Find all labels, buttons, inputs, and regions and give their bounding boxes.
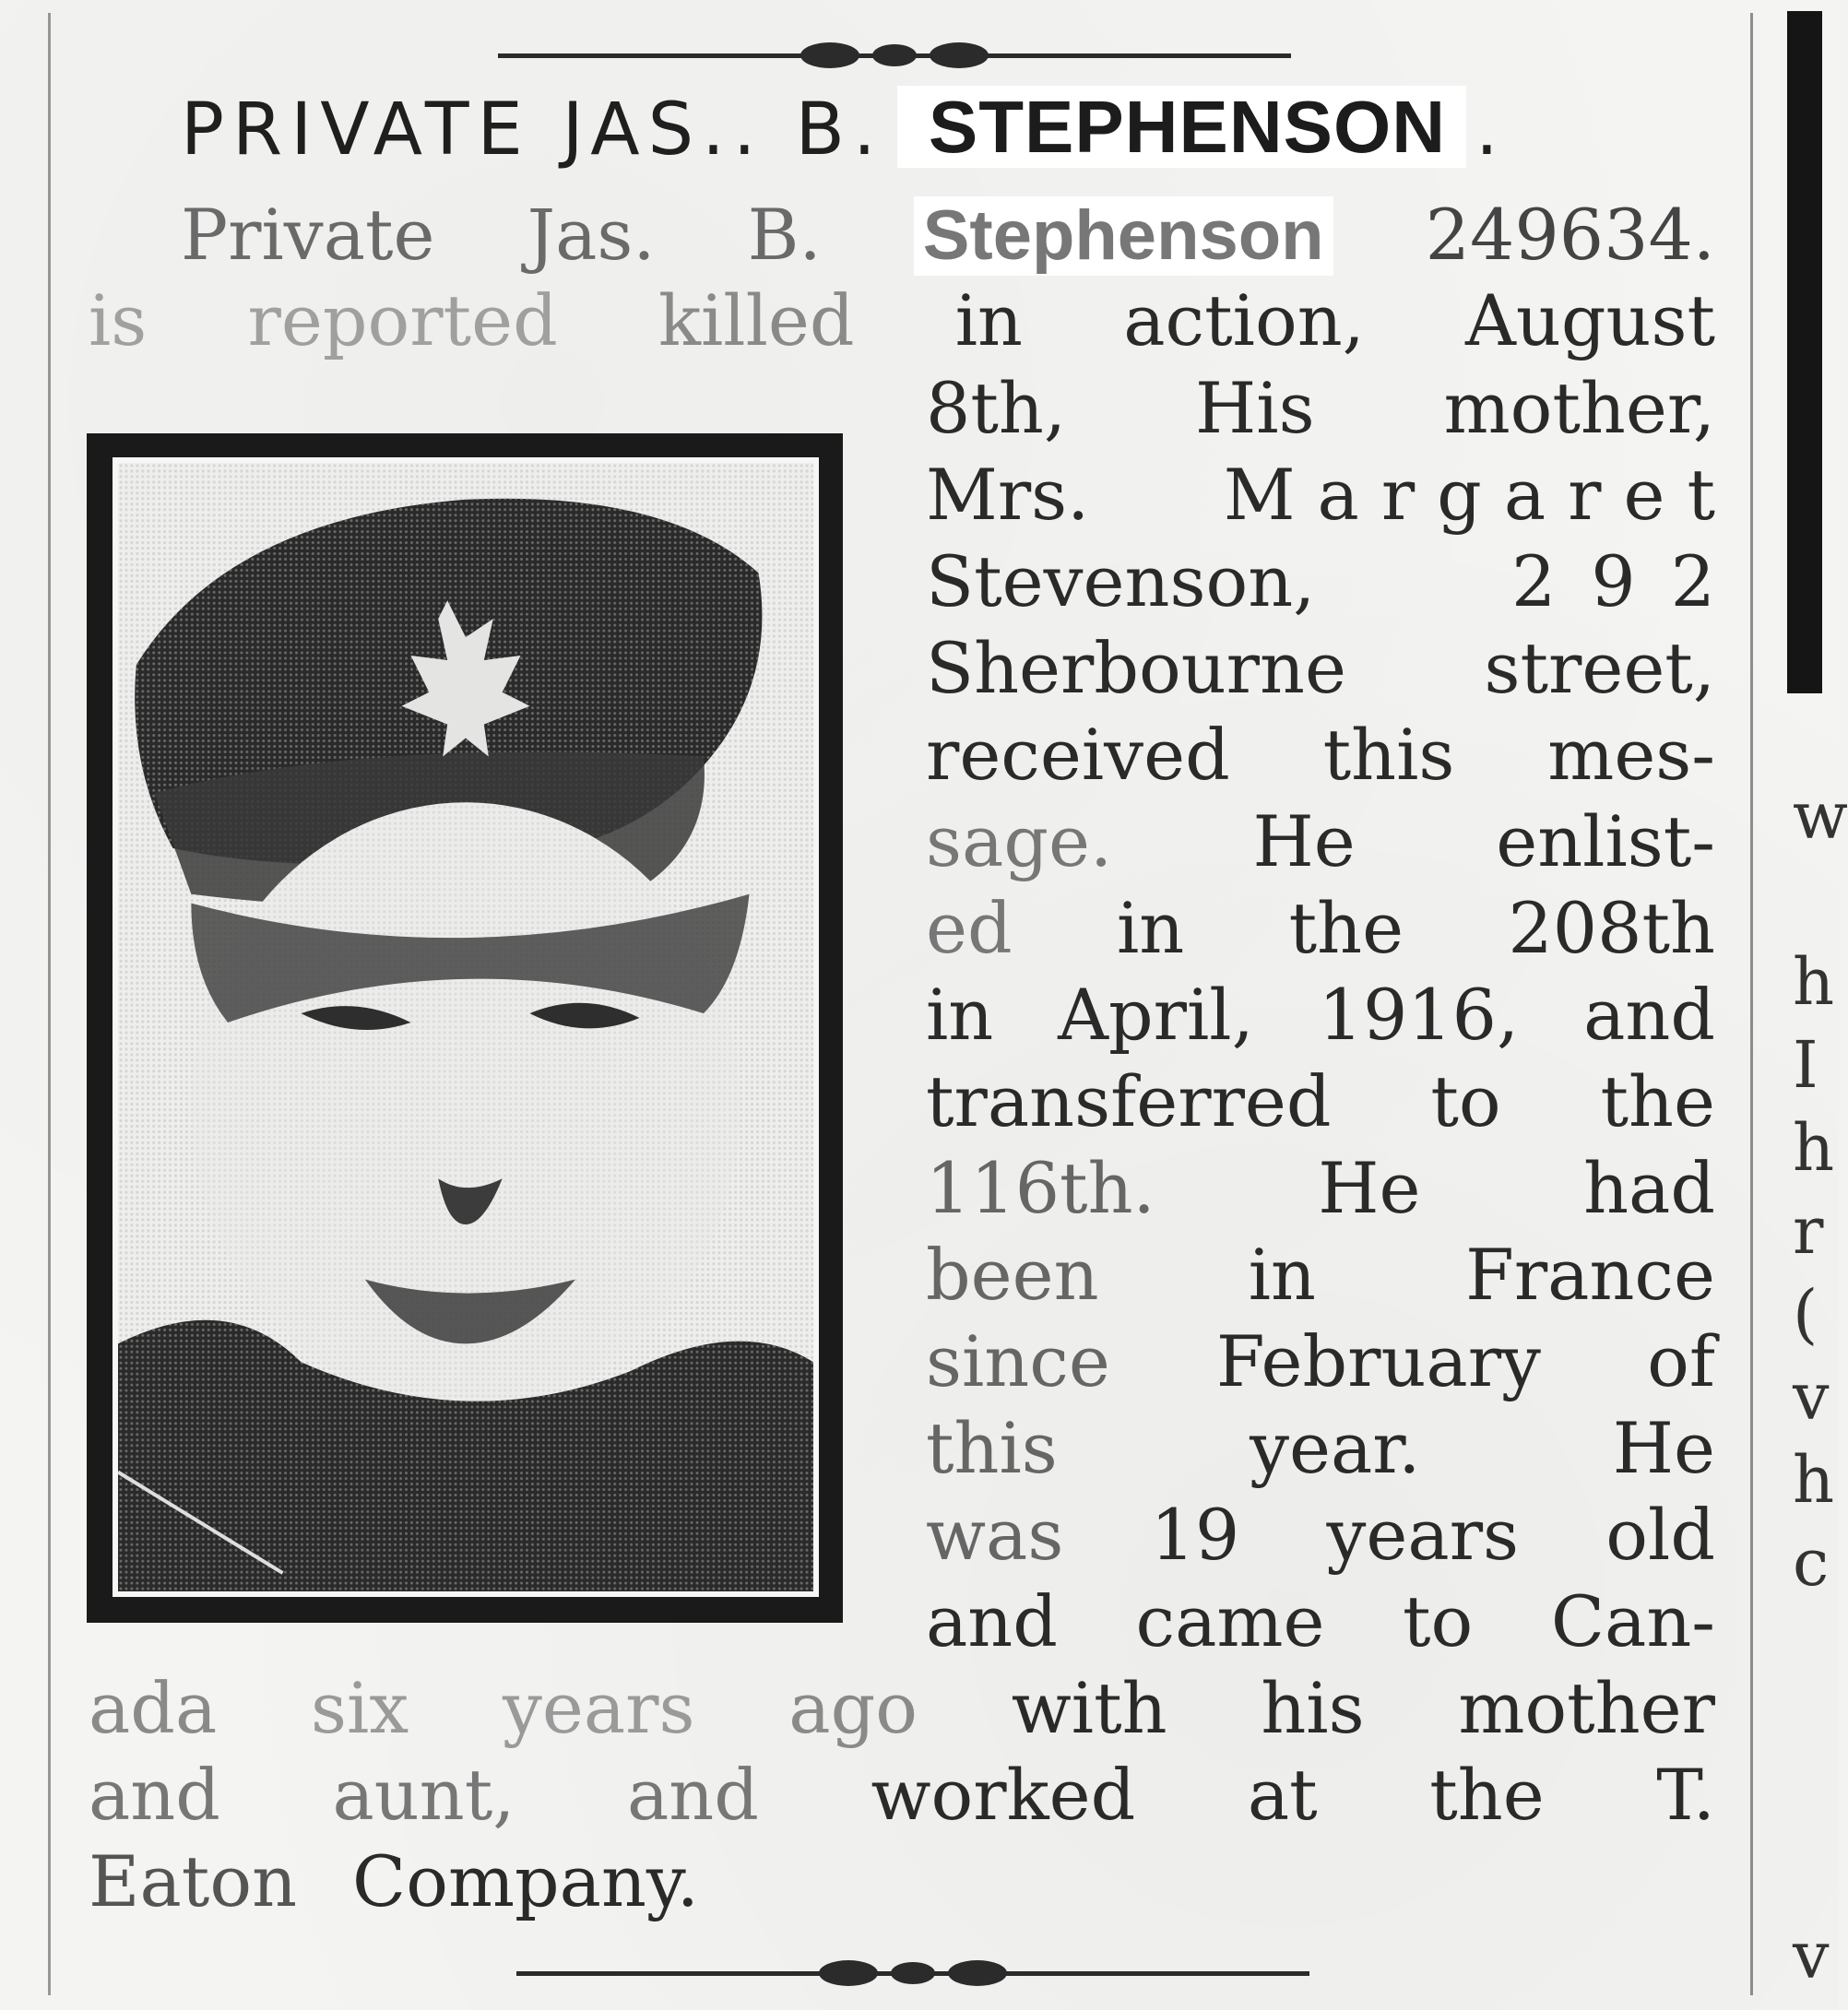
word: was (926, 1494, 1064, 1576)
word: T. (1656, 1754, 1715, 1836)
article-name-overlay: Stephenson (914, 196, 1333, 276)
word: the (1429, 1754, 1545, 1836)
article-line-9 (926, 889, 1715, 968)
word: 19 (1150, 1494, 1240, 1576)
article-line-18 (89, 1669, 1715, 1748)
word: street, (1484, 627, 1715, 709)
word: Stevenson, (926, 540, 1316, 622)
headline (181, 88, 1656, 171)
word: at (1247, 1754, 1318, 1836)
fragment: c (1793, 1525, 1830, 1601)
word: this (1322, 714, 1455, 796)
word: transferred (926, 1060, 1332, 1142)
article-line-6 (926, 629, 1715, 708)
fragment: ( (1793, 1276, 1818, 1352)
fragment: I (1793, 1027, 1818, 1103)
word: His (1194, 367, 1315, 449)
word: and (626, 1754, 759, 1836)
fragment: h (1793, 1442, 1835, 1518)
left-column-rule (48, 13, 51, 1995)
word: Company. (352, 1840, 699, 1922)
word: with (1011, 1667, 1167, 1749)
word: worked (871, 1754, 1136, 1836)
word: April, (1058, 974, 1254, 1056)
article-line-19 (89, 1756, 1715, 1835)
headline-prefix: PRIVATE JAS.. B. (181, 89, 884, 171)
word: old (1605, 1494, 1715, 1576)
word: Private (181, 194, 435, 276)
word: ada (89, 1667, 218, 1749)
bottom-ornamental-rule (516, 1953, 1309, 1995)
portrait-photo-frame (87, 433, 843, 1623)
fragment: r (1793, 1193, 1824, 1269)
word: reported (247, 279, 558, 361)
word: enlist- (1496, 800, 1715, 882)
article-line-8 (926, 802, 1715, 881)
word: and (1583, 974, 1715, 1056)
article-line-15 (926, 1409, 1715, 1488)
article-line-7 (926, 715, 1715, 795)
word: mother (1458, 1667, 1715, 1749)
word: since (926, 1320, 1110, 1402)
word: received (926, 714, 1230, 796)
word: and (89, 1754, 220, 1836)
adjacent-column-fragment-bottom: v (1793, 1918, 1830, 1993)
article-line-11 (926, 1062, 1715, 1141)
article-line-13 (926, 1236, 1715, 1315)
word: 8th, (926, 367, 1066, 449)
fragment: w (1793, 778, 1848, 854)
word: years (502, 1667, 695, 1749)
word: 249634. (1425, 194, 1715, 276)
word: his (1261, 1667, 1365, 1749)
article-line-4 (926, 454, 1737, 536)
word: been (926, 1234, 1099, 1316)
article-line-20 (89, 1842, 826, 1921)
top-ornamental-rule (498, 35, 1291, 77)
word: Can- (1550, 1580, 1715, 1662)
word: He (1318, 1147, 1421, 1229)
word: He (1612, 1407, 1715, 1489)
word: year. (1250, 1407, 1421, 1489)
word: Margaret (1223, 454, 1737, 536)
word: had (1583, 1147, 1715, 1229)
word: Mrs. (926, 454, 1090, 536)
word: is (89, 279, 148, 361)
word: in (954, 279, 1024, 361)
adjacent-column-bar (1787, 11, 1822, 693)
right-column-rule (1750, 13, 1753, 1995)
word: France (1465, 1234, 1715, 1316)
article-line-17 (926, 1582, 1715, 1661)
word: Sherbourne (926, 627, 1346, 709)
word: and (926, 1580, 1058, 1662)
word: years (1326, 1494, 1520, 1576)
fragment: v (1793, 1359, 1830, 1435)
word: in (1248, 1234, 1316, 1316)
word: 116th. (926, 1147, 1155, 1229)
soldier-portrait-image (113, 457, 819, 1597)
word: 208th (1508, 887, 1715, 969)
word: 292 (1510, 540, 1750, 622)
word: to (1403, 1580, 1474, 1662)
article-line-2 (89, 281, 1715, 361)
word: killed (657, 279, 855, 361)
headline-suffix: . (1475, 89, 1507, 171)
soldier-portrait-drawing (118, 463, 813, 1591)
word: ed (926, 887, 1013, 969)
word: B. (747, 194, 822, 276)
word: Jas. (527, 194, 656, 276)
word: ago (788, 1667, 918, 1749)
word: mother, (1443, 367, 1715, 449)
word: the (1288, 887, 1404, 969)
word: of (1647, 1320, 1715, 1402)
word: mes- (1547, 714, 1715, 796)
adjacent-column-fragments (1793, 774, 1848, 1604)
article-line-12 (926, 1149, 1715, 1228)
fragment: h (1793, 944, 1835, 1020)
article-line-3 (926, 369, 1715, 448)
word: in (926, 974, 994, 1056)
word: the (1600, 1060, 1715, 1142)
word: aunt, (332, 1754, 515, 1836)
word: February (1215, 1320, 1541, 1402)
word: sage. (926, 800, 1113, 882)
word: this (926, 1407, 1058, 1489)
word: He (1252, 800, 1356, 882)
article-line-10 (926, 975, 1715, 1055)
word: came (1135, 1580, 1325, 1662)
headline-name-overlay: STEPHENSON (897, 86, 1466, 168)
word: August (1465, 279, 1715, 361)
article-line-16 (926, 1496, 1715, 1575)
word: Eaton (89, 1840, 298, 1922)
article-line-14 (926, 1322, 1715, 1401)
article-line-1 (181, 195, 1715, 275)
word: 1916, (1318, 974, 1520, 1056)
article-line-5 (926, 540, 1750, 622)
word: in (1116, 887, 1185, 969)
word: to (1430, 1060, 1501, 1142)
fragment: h (1793, 1110, 1835, 1186)
word: six (311, 1667, 409, 1749)
word: action, (1123, 279, 1365, 361)
